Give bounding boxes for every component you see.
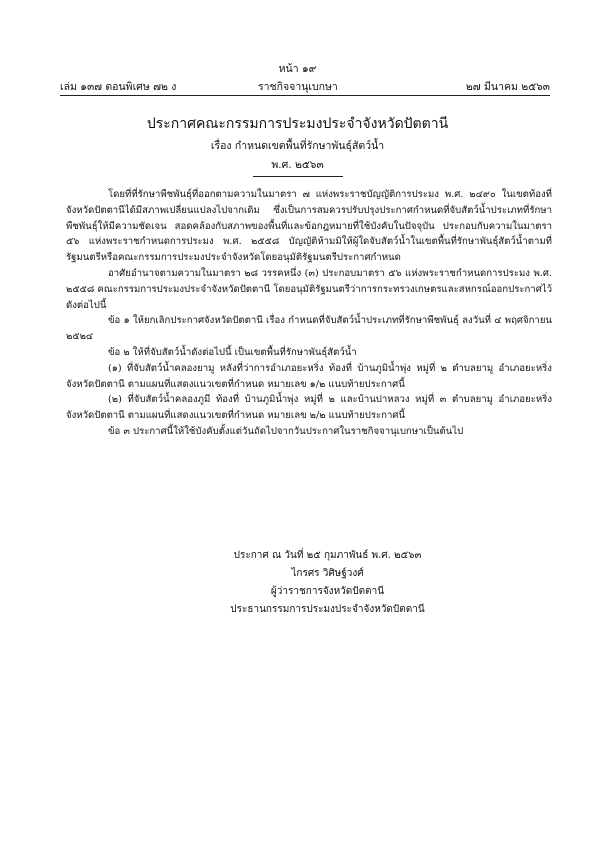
signatory-position: ผู้ว่าราชการจังหวัดปัตตานี: [270, 586, 385, 597]
clause-3: ข้อ ๓ ประกาศนี้ให้ใช้บังคับตั้งแต่วันถัดไปจากวันประกาศในราชกิจจานุเบกษาเป็นต้นไป: [108, 425, 464, 437]
announcement-date: ประกาศ ณ วันที่ ๒๕ กุมภาพันธ์ พ.ศ. ๒๕๖๓: [233, 550, 422, 561]
paragraph-authority: อาศัยอำนาจตามความในมาตรา ๒๘ วรรคหนึ่ง (๓) ประกอบมาตรา ๕๖ แห่งพระราชกำหนดการประมง พ.ศ. ๒๕๕๘ คณะกรรมการประมงประจำจังหวัดปัตตานี โดยอนุมัติรัฐมนตรีว่าการกระทรวงเกษตรและสหกรณ์ออกประกาศไว้ ดังต่อไปนี้: [66, 267, 552, 311]
clause-2-item-2: (๒) ที่จับสัตว์น้ำคลองภูมี ท้องที่ บ้านภูมิน้ำพุ่ง หมู่ที่ ๒ และบ้านปาหลวง หมู่ที่ ๓ ตำบลยามู อำเภอยะหริ่ง จังหวัดปัตตานี ตามแผนที่แสดงแนวเขตที่กำหนด หมายเลข ๒/๒ แนบท้ายประกาศนี้: [66, 394, 552, 422]
announcement-subject: เรื่อง กำหนดเขตพื้นที่รักษาพันธุ์สัตว์น้ำ: [210, 140, 385, 152]
signatory-name: ไกรศร วิศิษฐ์วงศ์: [291, 568, 364, 579]
paragraph-preamble: โดยที่ที่รักษาพืชพันธุ์ที่ออกตามความในมาตรา ๗ แห่งพระราชบัญญัติการประมง พ.ศ. ๒๔๙๐ ในเขตท้องที่จังหวัดปัตตานีได้มีสภาพเปลี่ยนแปลงไปจากเดิม ซึ่งเป็นการสมควรปรับปรุงประกาศกำหนดที่จับสัตว์น้ำประเภทที่รักษาพืชพันธุ์ให้มีความชัดเจน สอดคล้องกับสภาพของพื้นที่และข้อกฎหมายที่ใช้บังคับในปัจจุบัน ประกอบกับความในมาตรา ๕๖ แห่งพระราชกำหนดการประมง พ.ศ. ๒๕๕๘ บัญญัติห้ามมิให้ผู้ใดจับสัตว์น้ำในเขตพื้นที่รักษาพันธุ์สัตว์น้ำตามที่รัฐมนตรีหรือคณะกรรมการประมงประจำจังหวัดโดยอนุมัติรัฐมนตรีประกาศกำหนด: [66, 189, 552, 264]
signatory-role: ประธานกรรมการประมงประจำจังหวัดปัตตานี: [230, 604, 425, 615]
clause-2-item-1: (๑) ที่จับสัตว์น้ำคลองยามู หลังที่ว่าการอำเภอยะหริ่ง ท้องที่ บ้านภูมิน้ำพุ่ง หมู่ที่ ๒ ตำบลยามู อำเภอยะหริ่ง จังหวัดปัตตานี ตามแผนที่แสดงแนวเขตที่กำหนด หมายเลข ๑/๒ แนบท้ายประกาศนี้: [66, 362, 552, 390]
signature-block: [0, 547, 595, 619]
publication-date: ๒๗ มีนาคม ๒๕๖๓: [465, 81, 550, 93]
page-number: หน้า ๑๙: [278, 63, 317, 75]
announcement-body: [66, 187, 552, 440]
clause-2: ข้อ ๒ ให้ที่จับสัตว์น้ำดังต่อไปนี้ เป็นเขตพื้นที่รักษาพันธุ์สัตว์น้ำ: [108, 346, 357, 358]
title-divider: [253, 176, 343, 177]
announcement-title: ประกาศคณะกรรมการประมงประจำจังหวัดปัตตานี: [146, 116, 449, 132]
volume-info: เล่ม ๑๓๗ ตอนพิเศษ ๗๒ ง: [60, 81, 177, 93]
announcement-year: พ.ศ. ๒๕๖๓: [271, 159, 324, 171]
gazette-header: [60, 78, 550, 94]
header-rule: [60, 95, 550, 96]
publication-name: ราชกิจจานุเบกษา: [258, 81, 338, 93]
clause-1: ข้อ ๑ ให้ยกเลิกประกาศจังหวัดปัตตานี เรื่อง กำหนดที่จับสัตว์น้ำประเภทที่รักษาพืชพันธุ์ ลงวันที่ ๔ พฤศจิกายน ๒๕๒๔: [66, 315, 552, 343]
